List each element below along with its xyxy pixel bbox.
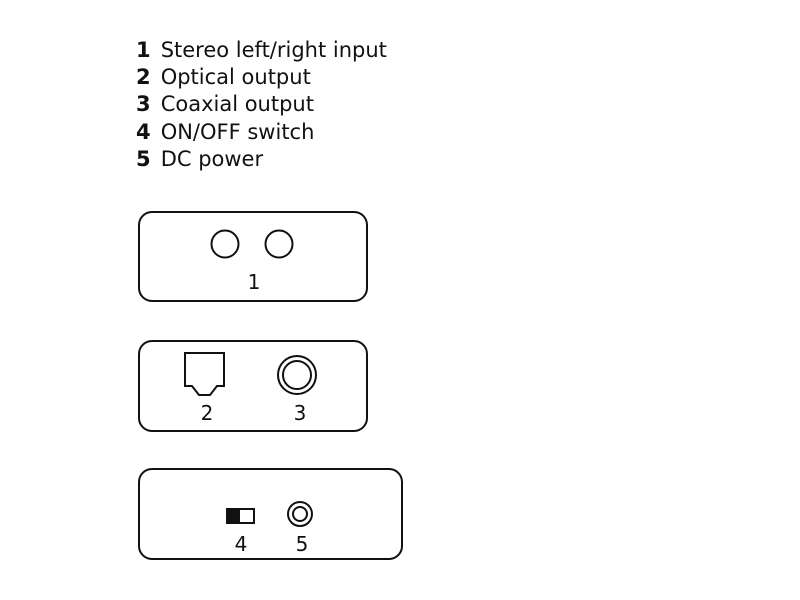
legend-item-stereo-input [136, 37, 387, 64]
optical-output-label: 2 [200, 401, 214, 425]
legend-number: 4 [136, 119, 151, 144]
power-panel-drawing [138, 468, 403, 560]
legend-label: DC power [160, 146, 264, 171]
dc-jack-inner-icon [293, 507, 307, 521]
stereo-right-jack-icon [266, 231, 293, 258]
legend-number: 2 [136, 65, 151, 90]
stereo-input-label: 1 [247, 270, 261, 294]
power-panel [138, 468, 403, 560]
outputs-panel [138, 340, 368, 432]
legend-item-optical-output [136, 64, 387, 91]
legend-number: 5 [136, 146, 151, 171]
dc-jack-outer-icon [288, 502, 312, 526]
coaxial-output-label: 3 [293, 401, 307, 425]
outputs-panel-drawing [138, 340, 368, 432]
legend-number: 1 [136, 38, 151, 62]
legend-label: ON/OFF switch [160, 119, 315, 144]
power-switch-knob-icon [228, 510, 240, 522]
legend [136, 37, 387, 173]
legend-label: Coaxial output [160, 92, 314, 117]
power-switch-label: 4 [234, 532, 248, 556]
legend-number: 3 [136, 92, 151, 117]
legend-label: Stereo left/right input [160, 38, 387, 62]
input-panel [138, 211, 368, 302]
dc-power-label: 5 [295, 532, 309, 556]
optical-port-icon [185, 353, 224, 395]
coaxial-port-inner-icon [283, 361, 311, 389]
legend-item-coaxial-output [136, 91, 387, 118]
legend-label: Optical output [160, 65, 311, 90]
legend-item-power-switch [136, 119, 387, 146]
stereo-left-jack-icon [212, 231, 239, 258]
legend-item-dc-power [136, 146, 387, 173]
